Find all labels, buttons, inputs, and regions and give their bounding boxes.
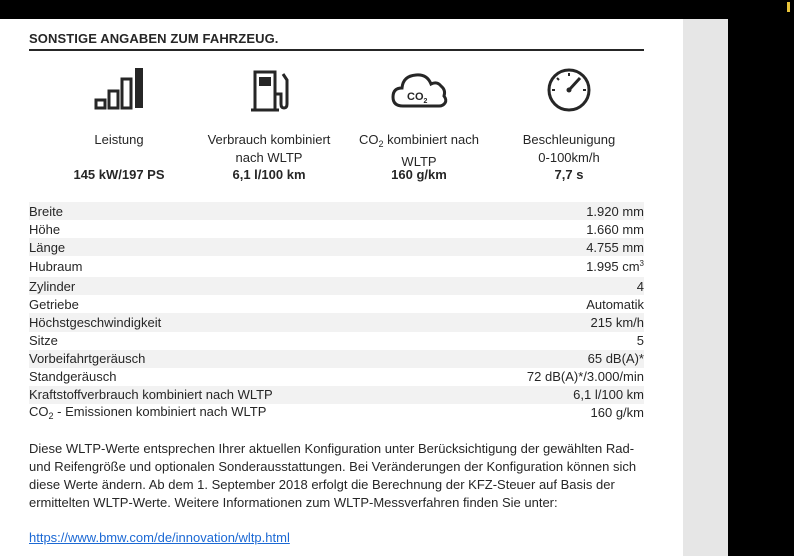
spec-label: Getriebe <box>29 296 79 312</box>
power-bars-icon <box>89 64 149 116</box>
spec-row <box>29 368 644 386</box>
kpi-power-value: 145 kW/197 PS <box>73 167 165 182</box>
spec-value: 65 dB(A)* <box>587 351 644 367</box>
kpi-acceleration <box>494 64 644 182</box>
kpi-co2-value: 160 g/km <box>391 167 447 182</box>
kpi-acceleration-label-line1: Beschleunigung <box>522 132 616 147</box>
spec-label: $CO_2$ - Emissionen kombiniert nach WLTP <box>29 404 267 422</box>
spec-row <box>29 404 644 422</box>
spec-row <box>29 256 644 277</box>
spec-label: Vorbeifahrtgeräusch <box>29 351 146 367</box>
speedometer-icon <box>539 64 599 116</box>
spec-value: 160 g/km <box>590 405 644 421</box>
kpi-co2 <box>344 64 494 182</box>
kpi-consumption <box>194 64 344 182</box>
spec-label: Höhe <box>29 221 61 237</box>
kpi-acceleration-value: 7,7 s <box>554 167 584 182</box>
section-divider <box>29 49 644 51</box>
kpi-consumption-value: 6,1 l/100 km <box>232 167 306 182</box>
side-strip <box>683 19 728 556</box>
spec-value: 72 dB(A)*/3.000/min <box>526 369 644 385</box>
kpi-consumption-label-line1: Verbrauch kombiniert <box>207 132 331 147</box>
spec-row <box>29 277 644 295</box>
kpi-consumption-label-line2: nach WLTP <box>235 150 303 165</box>
spec-row <box>29 350 644 368</box>
spec-value: Automatik <box>586 296 644 312</box>
spec-label: Zylinder <box>29 278 76 294</box>
spec-value: 1.995 $cm^3$ <box>586 259 644 275</box>
spec-row <box>29 313 644 331</box>
spec-value: 5 <box>636 333 644 349</box>
spec-label: Standgeräusch <box>29 369 117 385</box>
kpi-co2-label-line1: $CO_2$ kombiniert nach <box>359 132 479 149</box>
wltp-info-link[interactable]: https://www.bmw.com/de/innovation/wltp.html <box>29 530 290 545</box>
kpi-power-label: Leistung <box>94 132 144 147</box>
wltp-disclaimer: Diese WLTP-Werte entsprechen Ihrer aktuellen Konfiguration unter Berücksichtigung der gewählten Rad- und Reifengröße und optionalen Sonderausstattungen. Bei Veränderungen der Konfiguration können sich diese Werte ändern. Ab dem 1. September 2018 erfolgt die Berechnung der KFZ-Steuer auf Basis der ermittelten WLTP-Werte. Weitere Informationen zum WLTP-Messverfahren finden Sie unter: <box>29 441 637 510</box>
spec-label: Kraftstoffverbrauch kombiniert nach WLTP <box>29 387 273 403</box>
spec-row <box>29 238 644 256</box>
fuel-pump-icon <box>239 64 299 116</box>
top-marker <box>787 2 790 12</box>
spec-row <box>29 220 644 238</box>
kpi-acceleration-label-line2: 0-100km/h <box>538 150 600 165</box>
spec-value: 1.660 mm <box>586 221 644 237</box>
spec-value: 6,1 l/100 km <box>573 387 644 403</box>
co2-icon-text: $CO_2$ <box>407 91 428 105</box>
kpi-co2-label-line2: WLTP <box>401 154 437 169</box>
spec-value: 4 <box>636 278 644 294</box>
spec-table <box>29 202 644 422</box>
spec-row <box>29 386 644 404</box>
right-background <box>728 19 794 556</box>
spec-label: Sitze <box>29 333 58 349</box>
spec-row <box>29 332 644 350</box>
spec-label: Höchstgeschwindigkeit <box>29 315 162 331</box>
spec-label: Hubraum <box>29 259 83 275</box>
kpi-power <box>44 64 194 182</box>
spec-row <box>29 202 644 220</box>
co2-cloud-icon <box>389 64 449 116</box>
spec-value: 1.920 mm <box>586 203 644 219</box>
spec-value: 4.755 mm <box>586 239 644 255</box>
spec-label: Länge <box>29 239 66 255</box>
section-title: SONSTIGE ANGABEN ZUM FAHRZEUG. <box>29 31 279 46</box>
spec-row <box>29 295 644 313</box>
spec-label: Breite <box>29 203 63 219</box>
top-bar <box>0 0 794 19</box>
spec-value: 215 km/h <box>590 315 644 331</box>
